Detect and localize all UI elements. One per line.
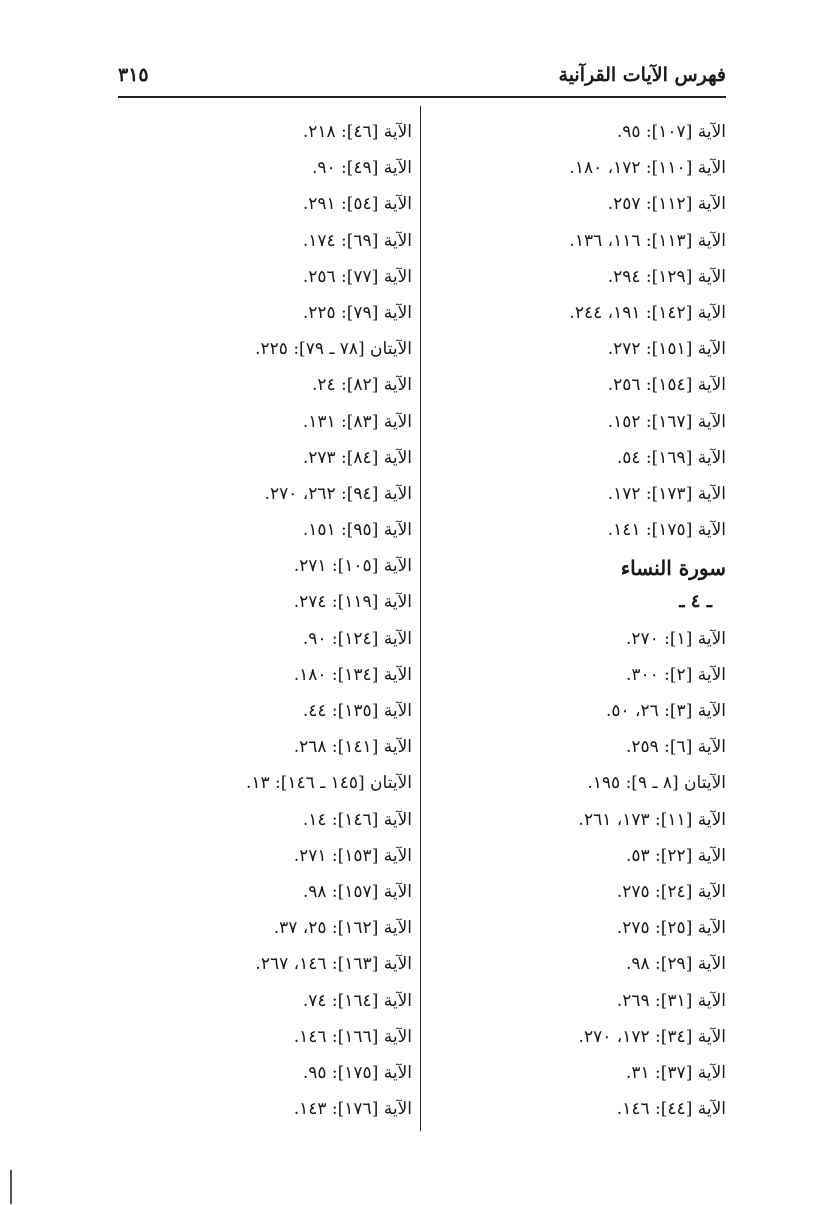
- index-entry: الآية [٨٣]: ١٣١.: [302, 411, 412, 432]
- margin-mark: [10, 1170, 12, 1204]
- index-entry: الآية [٤٤]: ١٤٦.: [616, 1099, 726, 1120]
- index-entry: الآية [١٥٤]: ٢٥٦.: [607, 375, 726, 396]
- index-entry: الآية [١٢٩]: ٢٩٤.: [607, 266, 726, 287]
- index-entry: الآية [١٣٤]: ١٨٠.: [293, 664, 412, 685]
- index-entry: الآية [٤٩]: ٩٠.: [311, 158, 412, 179]
- page-title: فهرس الآيات القرآنية: [558, 64, 726, 86]
- index-entry: الآية [٢٢]: ٥٣.: [625, 845, 726, 866]
- index-entry: الآية [٩٤]: ٢٦٢، ٢٧٠.: [264, 483, 412, 504]
- index-entry: الآية [٨٢]: ٢٤.: [311, 375, 412, 396]
- index-entry: الآية [١٧٥]: ٩٥.: [302, 1062, 412, 1083]
- index-entry: الآية [٩٥]: ١٥١.: [302, 520, 412, 541]
- index-entry: الآية [١]: ٢٧٠.: [625, 628, 726, 649]
- index-entry: الآية [١٥٧]: ٩٨.: [302, 881, 412, 902]
- index-entry: الآية [١١٩]: ٢٧٤.: [293, 592, 412, 613]
- index-entry: الآية [٢٤]: ٢٧٥.: [616, 881, 726, 902]
- column-divider: [420, 106, 421, 1131]
- index-entry: الآية [٣٤]: ١٧٢، ٢٧٠.: [578, 1026, 726, 1047]
- index-entry: الآيتان [٨ ـ ٩]: ١٩٥.: [587, 773, 726, 794]
- index-entry: الآية [١١٣]: ١١٦، ١٣٦.: [569, 230, 726, 251]
- index-entry: الآية [٦٩]: ١٧٤.: [302, 230, 412, 251]
- index-entry: الآية [٣١]: ٢٦٩.: [616, 990, 726, 1011]
- index-entry: الآية [٧٩]: ٢٢٥.: [302, 302, 412, 323]
- index-entry: الآية [٢٩]: ٩٨.: [625, 954, 726, 975]
- index-entry: الآية [١٦٣]: ١٤٦، ٢٦٧.: [255, 954, 412, 975]
- index-entry: الآية [١٣٥]: ٤٤.: [302, 701, 412, 721]
- index-entry: الآية [١٠٧]: ٩٥.: [616, 122, 726, 142]
- index-entry: الآية [١٤٢]: ١٩١، ٢٤٤.: [569, 302, 726, 323]
- index-entry: الآية [١٤١]: ٢٦٨.: [293, 737, 412, 758]
- index-entry: الآية [١١٢]: ٢٥٧.: [607, 194, 726, 215]
- surah-heading: سورة النساء: [620, 556, 726, 581]
- index-entry: الآية [١٥١]: ٢٧٢.: [607, 339, 726, 360]
- index-entry: الآية [١١]: ١٧٣، ٢٦١.: [578, 809, 726, 830]
- index-entry: الآية [١٠٥]: ٢٧١.: [293, 556, 412, 577]
- index-entry: الآية [٢]: ٣٠٠.: [625, 664, 726, 685]
- index-entry: الآية [١٤٦]: ١٤.: [302, 809, 412, 830]
- index-entry: الآية [١٦٩]: ٥٤.: [616, 447, 726, 468]
- index-entry: الآية [٥٤]: ٢٩١.: [302, 194, 412, 215]
- index-entry: الآية [١٦٧]: ١٥٢.: [607, 411, 726, 432]
- index-entry: الآيتان [٧٨ ـ ٧٩]: ٢٢٥.: [255, 339, 412, 360]
- index-entry: الآية [٨٤]: ٢٧٣.: [302, 447, 412, 468]
- index-entry: الآية [١٥٣]: ٢٧١.: [293, 845, 412, 866]
- page-number: ٣١٥: [118, 64, 149, 86]
- index-entry: الآية [٣]: ٢٦، ٥٠.: [605, 701, 726, 721]
- index-entry: الآية [١٧٥]: ١٤١.: [607, 520, 726, 541]
- surah-number: ـ ٤ ـ: [679, 591, 712, 613]
- index-entry: الآية [١٧٦]: ١٤٣.: [293, 1099, 412, 1120]
- page-header: [118, 62, 726, 98]
- index-entry: الآيتان [١٤٥ ـ ١٤٦]: ١٣.: [245, 773, 412, 794]
- index-entry: الآية [١٧٣]: ١٧٢.: [607, 483, 726, 504]
- index-entry: الآية [١٢٤]: ٩٠.: [302, 628, 412, 649]
- index-entry: الآية [٤٦]: ٢١٨.: [302, 122, 412, 142]
- index-column-left: [122, 118, 412, 1131]
- index-entry: الآية [١١٠]: ١٧٢، ١٨٠.: [569, 158, 726, 179]
- index-entry: الآية [١٦٤]: ٧٤.: [302, 990, 412, 1011]
- index-entry: الآية [٣٧]: ٣١.: [625, 1062, 726, 1083]
- index-entry: الآية [٢٥]: ٢٧٥.: [616, 918, 726, 939]
- index-entry: الآية [٦]: ٢٥٩.: [625, 737, 726, 758]
- index-entry: الآية [١٦٦]: ١٤٦.: [293, 1026, 412, 1047]
- index-entry: الآية [١٦٢]: ٢٥، ٣٧.: [273, 918, 412, 939]
- index-column-right: [436, 118, 726, 1131]
- index-entry: الآية [٧٧]: ٢٥٦.: [302, 266, 412, 287]
